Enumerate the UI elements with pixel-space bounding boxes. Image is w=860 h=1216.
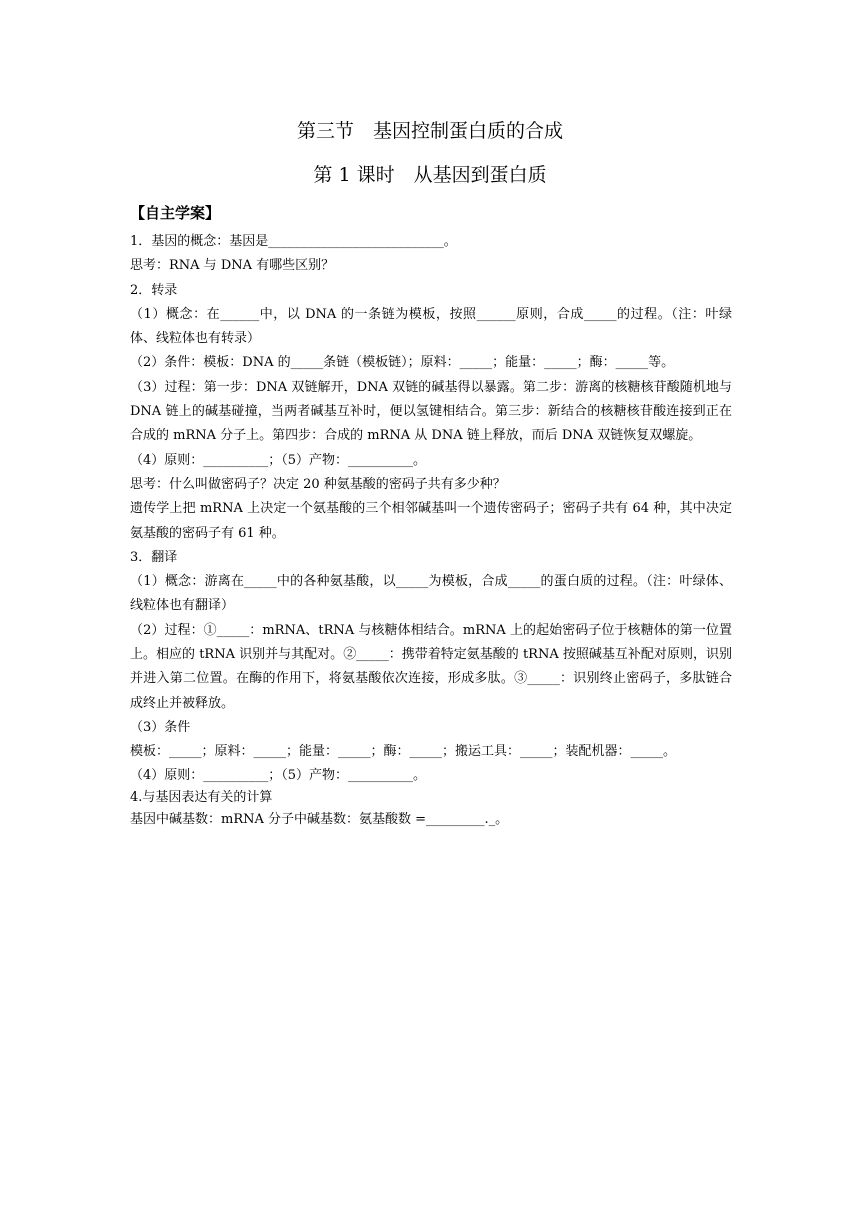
transcription-conditions: （2）条件：模板：DNA 的_____条链（模板链）；原料：_____；能量：_____；酶：_____等。 bbox=[130, 355, 675, 371]
translation-conditions: 模板：_____；原料：_____；能量：_____；酶：_____；搬运工具：_____；装配机器：_____。 bbox=[130, 744, 677, 760]
transcription-heading: 2．转录 bbox=[130, 282, 178, 298]
codon-answer: 遗传学上把 mRNA 上决定一个氨基酸的三个相邻碱基叫一个遗传密码子；密码子共有 64 种，其中决定氨基酸的密码子有 61 种。 bbox=[130, 501, 732, 541]
translation-principle-product: （4）原则：__________；（5）产物：__________。 bbox=[130, 767, 427, 783]
gene-concept-line: 1．基因的概念：基因是___________________________。 bbox=[130, 234, 457, 249]
translation-process: （2）过程：①_____：mRNA、tRNA 与核糖体相结合。mRNA 上的起始密码子位于核糖体的第一位置上。相应的 tRNA 识别并与其配对。②_____：携带着特定氨基酸的 tRNA 按照碱基互补配对原则，识别并进入第二位置。在酶的作用下，将氨基酸依次连接，形成多肽。③_____：识别终止密码子，多肽链合成终止并被释放。 bbox=[130, 622, 732, 711]
thinking-codon: 思考：什么叫做密码子？决定 20 种氨基酸的密码子共有多少种？ bbox=[130, 476, 506, 492]
transcription-concept: （1）概念：在______中，以 DNA 的一条链为模板，按照______原则，合成_____的过程。（注：叶绿体、线粒体也有转录） bbox=[130, 306, 732, 347]
thinking-rna-dna: 思考：RNA 与 DNA 有哪些区别？ bbox=[130, 258, 335, 274]
worksheet-body bbox=[130, 230, 737, 831]
calculation-ratio: 基因中碱基数：mRNA 分子中碱基数：氨基酸数 =_________._。 bbox=[130, 811, 509, 827]
translation-heading: 3．翻译 bbox=[130, 549, 178, 565]
transcription-principle-product: （4）原则：__________；（5）产物：__________。 bbox=[130, 452, 427, 468]
translation-conditions-heading: （3）条件 bbox=[130, 719, 191, 735]
section-heading: 【自主学案】 bbox=[130, 204, 221, 222]
lesson-subtitle: 第 1 课时 从基因到蛋白质 bbox=[313, 164, 547, 186]
page-title: 第三节 基因控制蛋白质的合成 bbox=[296, 120, 563, 142]
translation-concept: （1）概念：游离在_____中的各种氨基酸，以_____为模板，合成_____的蛋白质的过程。（注：叶绿体、线粒体也有翻译） bbox=[130, 574, 732, 614]
calculation-heading: 4.与基因表达有关的计算 bbox=[130, 789, 273, 805]
transcription-process: （3）过程：第一步：DNA 双链解开，DNA 双链的碱基得以暴露。第二步：游离的核糖核苷酸随机地与 DNA 链上的碱基碰撞，当两者碱基互补时，便以氢键相结合。第三步：新结合的核糖核苷酸连接到正在合成的 mRNA 分子上。第四步：合成的 mRNA 从 DNA 链上释放，而后 DNA 双链恢复双螺旋。 bbox=[130, 379, 737, 444]
